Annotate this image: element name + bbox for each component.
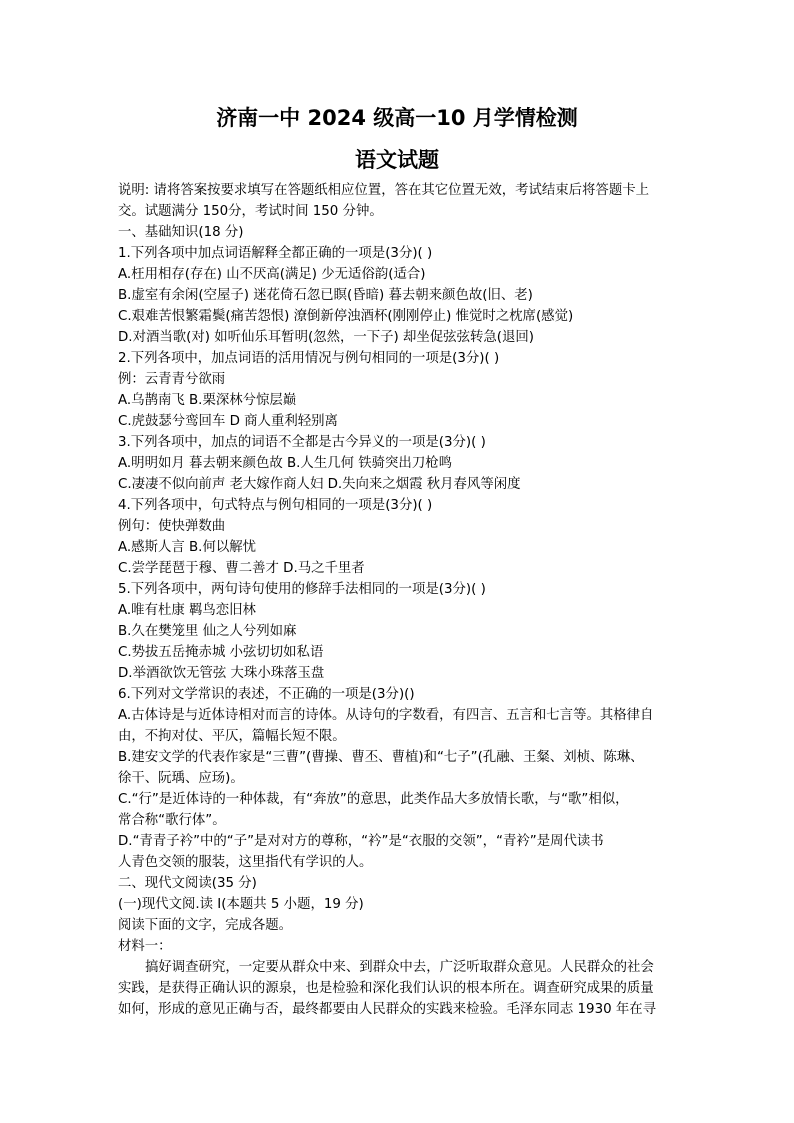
exam-subtitle: 语文试题 [355,148,439,172]
q2-options-ab: A.乌鹊南飞 B.栗深林兮惊层巅 [118,393,297,408]
q1-option-a: A.枉用相存(存在) 山不厌高(满足) 少无适俗韵(适合) [118,267,426,282]
q4-example: 例句：使快弹数曲 [118,519,226,534]
q6-option-c-line-2: 常合称“歌行体”。 [118,813,226,828]
q4-options-cd: C.尝学琵琶于穆、曹二善才 D.马之千里者 [118,561,365,576]
q3-options-ab: A.明明如月 暮去朝来颜色故 B.人生几何 铁骑突出刀枪鸣 [118,456,452,471]
q1-option-d: D.对酒当歌(对) 如听仙乐耳暂明(忽然，一下子) 却坐促弦弦转急(退回) [118,330,534,345]
q6-option-b-line-1: B.建安文学的代表作家是“三曹”(曹操、曹丕、曹植)和“七子”(孔融、王粲、刘桢、陈琳、 [118,750,644,765]
q2-options-cd: C.虎鼓瑟兮鸾回车 D 商人重利轻别离 [118,414,338,429]
section-heading-reading: 二、现代文阅读(35 分) [118,876,257,891]
q6-option-c-line-1: C.“行”是近体诗的一种体裁，有“奔放”的意思，此类作品大多放情长歌，与“歌”相似， [118,792,629,807]
q5-option-d: D.举酒欲饮无管弦 大珠小珠落玉盘 [118,666,325,681]
question-4: 4.下列各项中，句式特点与例句相同的一项是(3分)( ) [118,498,433,513]
exam-body [118,180,676,1020]
question-1: 1.下列各项中加点词语解释全都正确的一项是(3分)( ) [118,246,433,261]
instructions-line-1: 说明: 请将答案按要求填写在答题纸相应位置，答在其它位置无效，考试结束后将答题卡上 [118,183,649,198]
exam-title: 济南一中 2024 级高一10 月学情检测 [216,106,578,130]
q6-option-d-line-2: 人青色交领的服装，这里指代有学识的人。 [118,855,373,870]
subsection-heading-reading-1: (一)现代文阅.读 I(本题共 5 小题，19 分) [118,897,364,912]
q6-option-a-line-2: 由，不拘对仗、平仄，篇幅长短不限。 [118,729,346,744]
q2-example: 例：云青青兮欲雨 [118,372,226,387]
q3-options-cd: C.凄凄不似向前声 老大嫁作商人妇 D.失向来之烟霞 秋月春风等闲度 [118,477,521,492]
q5-option-a: A.唯有杜康 羁鸟恋旧林 [118,603,256,618]
q5-option-c: C.势拔五岳掩赤城 小弦切切如私语 [118,645,324,660]
material-1-line-2: 实践，是获得正确认识的源泉，也是检验和深化我们认识的根本所在。调查研究成果的质量 [118,981,654,996]
q1-option-c: C.艰难苦恨繁霜鬓(痛苦怨恨) 潦倒新停浊酒杯(刚刚停止) 惟觉时之枕席(感觉) [118,309,574,324]
q1-option-b: B.虚室有余闲(空屋子) 迷花倚石忽已瞑(昏暗) 暮去朝来颜色故(旧、老) [118,288,533,303]
question-5: 5.下列各项中，两句诗句使用的修辞手法相同的一项是(3分)( ) [118,582,486,597]
material-1-label: 材料一： [118,939,172,954]
q5-option-b: B.久在樊笼里 仙之人兮列如麻 [118,624,297,639]
material-1-line-3: 如何，形成的意见正确与否，最终都要由人民群众的实践来检验。毛泽东同志 1930 年在寻 [118,1002,657,1017]
question-3: 3.下列各项中，加点的词语不全都是古今异义的一项是(3分)( ) [118,435,486,450]
question-2: 2.下列各项中，加点词语的活用情况与例句相同的一项是(3分)( ) [118,351,500,366]
q4-options-ab: A.感斯人言 B.何以解忧 [118,540,257,555]
q6-option-a-line-1: A.古体诗是与近体诗相对而言的诗体。从诗句的字数看，有四言、五言和七言等。其格律自 [118,708,654,723]
q6-option-b-line-2: 徐干、阮瑀、应玚)。 [118,771,244,786]
q6-option-d-line-1: D.“青青子衿”中的“子”是对对方的尊称，“衿”是“衣服的交领”，“青衿”是周代读书 [118,834,604,849]
question-6: 6.下列对文学常识的表述，不正确的一项是(3分)() [118,687,415,702]
material-1-line-1: 搞好调查研究，一定要从群众中来、到群众中去，广泛听取群众意见。人民群众的社会 [145,960,654,975]
section-heading-basic: 一、基础知识(18 分) [118,225,244,240]
reading-instruction: 阅读下面的文字，完成各题。 [118,918,293,933]
instructions-line-2: 交。试题满分 150分，考试时间 150 分钟。 [118,204,383,219]
